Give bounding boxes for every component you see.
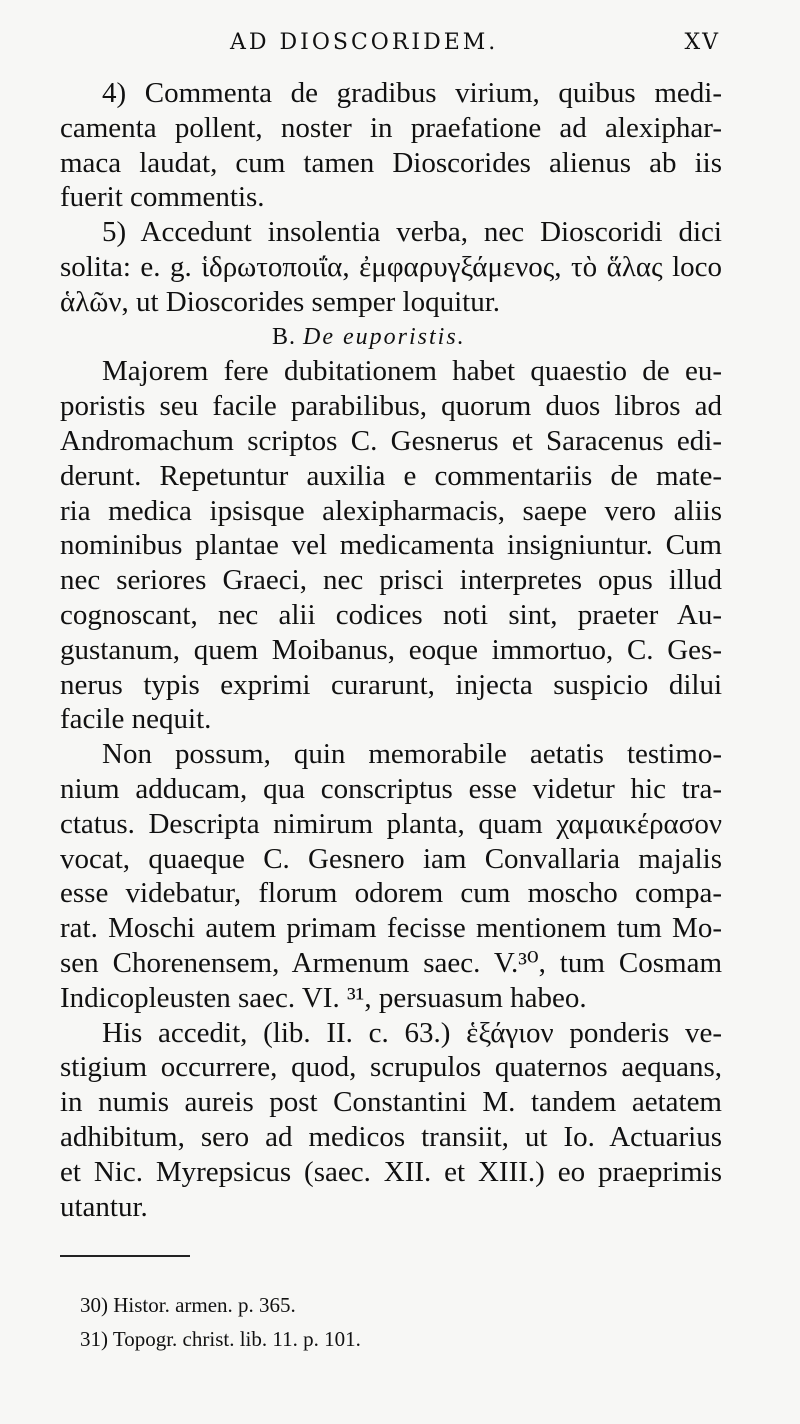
text-line: Indicopleusten saec. VI. ³¹, persuasum habeo. [60, 981, 587, 1014]
footnote: 30) Histor. armen. p. 365. [80, 1293, 296, 1317]
text-line: derunt. Repetuntur auxilia e commentariis de mate- [60, 459, 722, 492]
text-line: 4) Commenta de gradibus virium, quibus medi- [102, 77, 722, 109]
text-line: nerus typis exprimi curarunt, injecta suspicio dilui [60, 668, 722, 701]
text-line: solita: e. g. ἱδρωτοποιΐα, ἐμφαρυγξάμενος, τὸ ἅλας loco [60, 250, 722, 283]
text-line: in numis aureis post Constantini M. tandem aetatem [60, 1086, 722, 1119]
text-line: esse videbatur, florum odorem cum moscho compa- [60, 877, 722, 910]
subheading-text: De euporistis. [303, 323, 466, 350]
text-line: fuerit commentis. [60, 181, 265, 214]
text-line: Majorem fere dubitationem habet quaestio de eu- [102, 355, 722, 388]
text-line: facile nequit. [60, 703, 212, 736]
text-line: His accedit, (lib. II. c. 63.) ἑξάγιον ponderis ve- [102, 1016, 722, 1049]
text-line: rat. Moschi autem primam fecisse mentionem tum Mo- [60, 912, 722, 945]
text-line: sen Chorenensem, Armenum saec. V.³⁰, tum Cosmam [60, 946, 722, 979]
text-line: gustanum, quem Moibanus, eoque immortuo, C. Ges- [60, 633, 722, 666]
footnote: 31) Topogr. christ. lib. 11. p. 101. [80, 1327, 361, 1351]
subheading-label: B. [272, 323, 297, 350]
text-line: camenta pollent, noster in praefatione ad alexiphar- [60, 111, 722, 144]
text-line: poristis seu facile parabilibus, quorum duos libros ad [60, 390, 722, 423]
text-line: et Nic. Myrepsicus (saec. XII. et XIII.) eo praeprimis [60, 1155, 722, 1188]
running-header [60, 26, 720, 66]
text-line: ria medica ipsisque alexipharmacis, saepe vero aliis [60, 494, 722, 527]
text-line: nec seriores Graeci, nec prisci interpretes opus illud [60, 564, 722, 597]
text-line: Non possum, quin memorabile aetatis testimo- [102, 738, 722, 771]
text-line: stigium occurrere, quod, scrupulos quaternos aequans, [60, 1051, 722, 1084]
text-line: ἁλῶν, ut Dioscorides semper loquitur. [60, 285, 501, 318]
text-line: adhibitum, sero ad medicos transiit, ut Io. Actuarius [60, 1120, 722, 1153]
text-line: cognoscant, nec alii codices noti sint, praeter Au- [60, 598, 722, 631]
text-line: nominibus plantae vel medicamenta insigniuntur. Cum [60, 529, 722, 562]
text-line: 5) Accedunt insolentia verba, nec Dioscoridi dici [102, 216, 722, 249]
page-number: XV [684, 30, 720, 55]
text-line: utantur. [60, 1190, 148, 1223]
running-title: AD DIOSCORIDEM. [230, 30, 499, 55]
text-line: nium adducam, qua conscriptus esse videtur hic tra- [60, 772, 722, 805]
text-line: maca laudat, cum tamen Dioscorides alienus ab iis [60, 146, 722, 179]
footnotes [80, 1288, 680, 1356]
section-subheading [60, 320, 722, 355]
footnote-divider [60, 1255, 190, 1257]
text-line: ctatus. Descripta nimirum planta, quam χαμαικέρασον [60, 807, 722, 840]
text-line: vocat, quaeque C. Gesnero iam Convallaria majalis [60, 842, 722, 875]
body-text [60, 76, 722, 1224]
text-line: Andromachum scriptos C. Gesnerus et Saracenus edi- [60, 424, 722, 457]
